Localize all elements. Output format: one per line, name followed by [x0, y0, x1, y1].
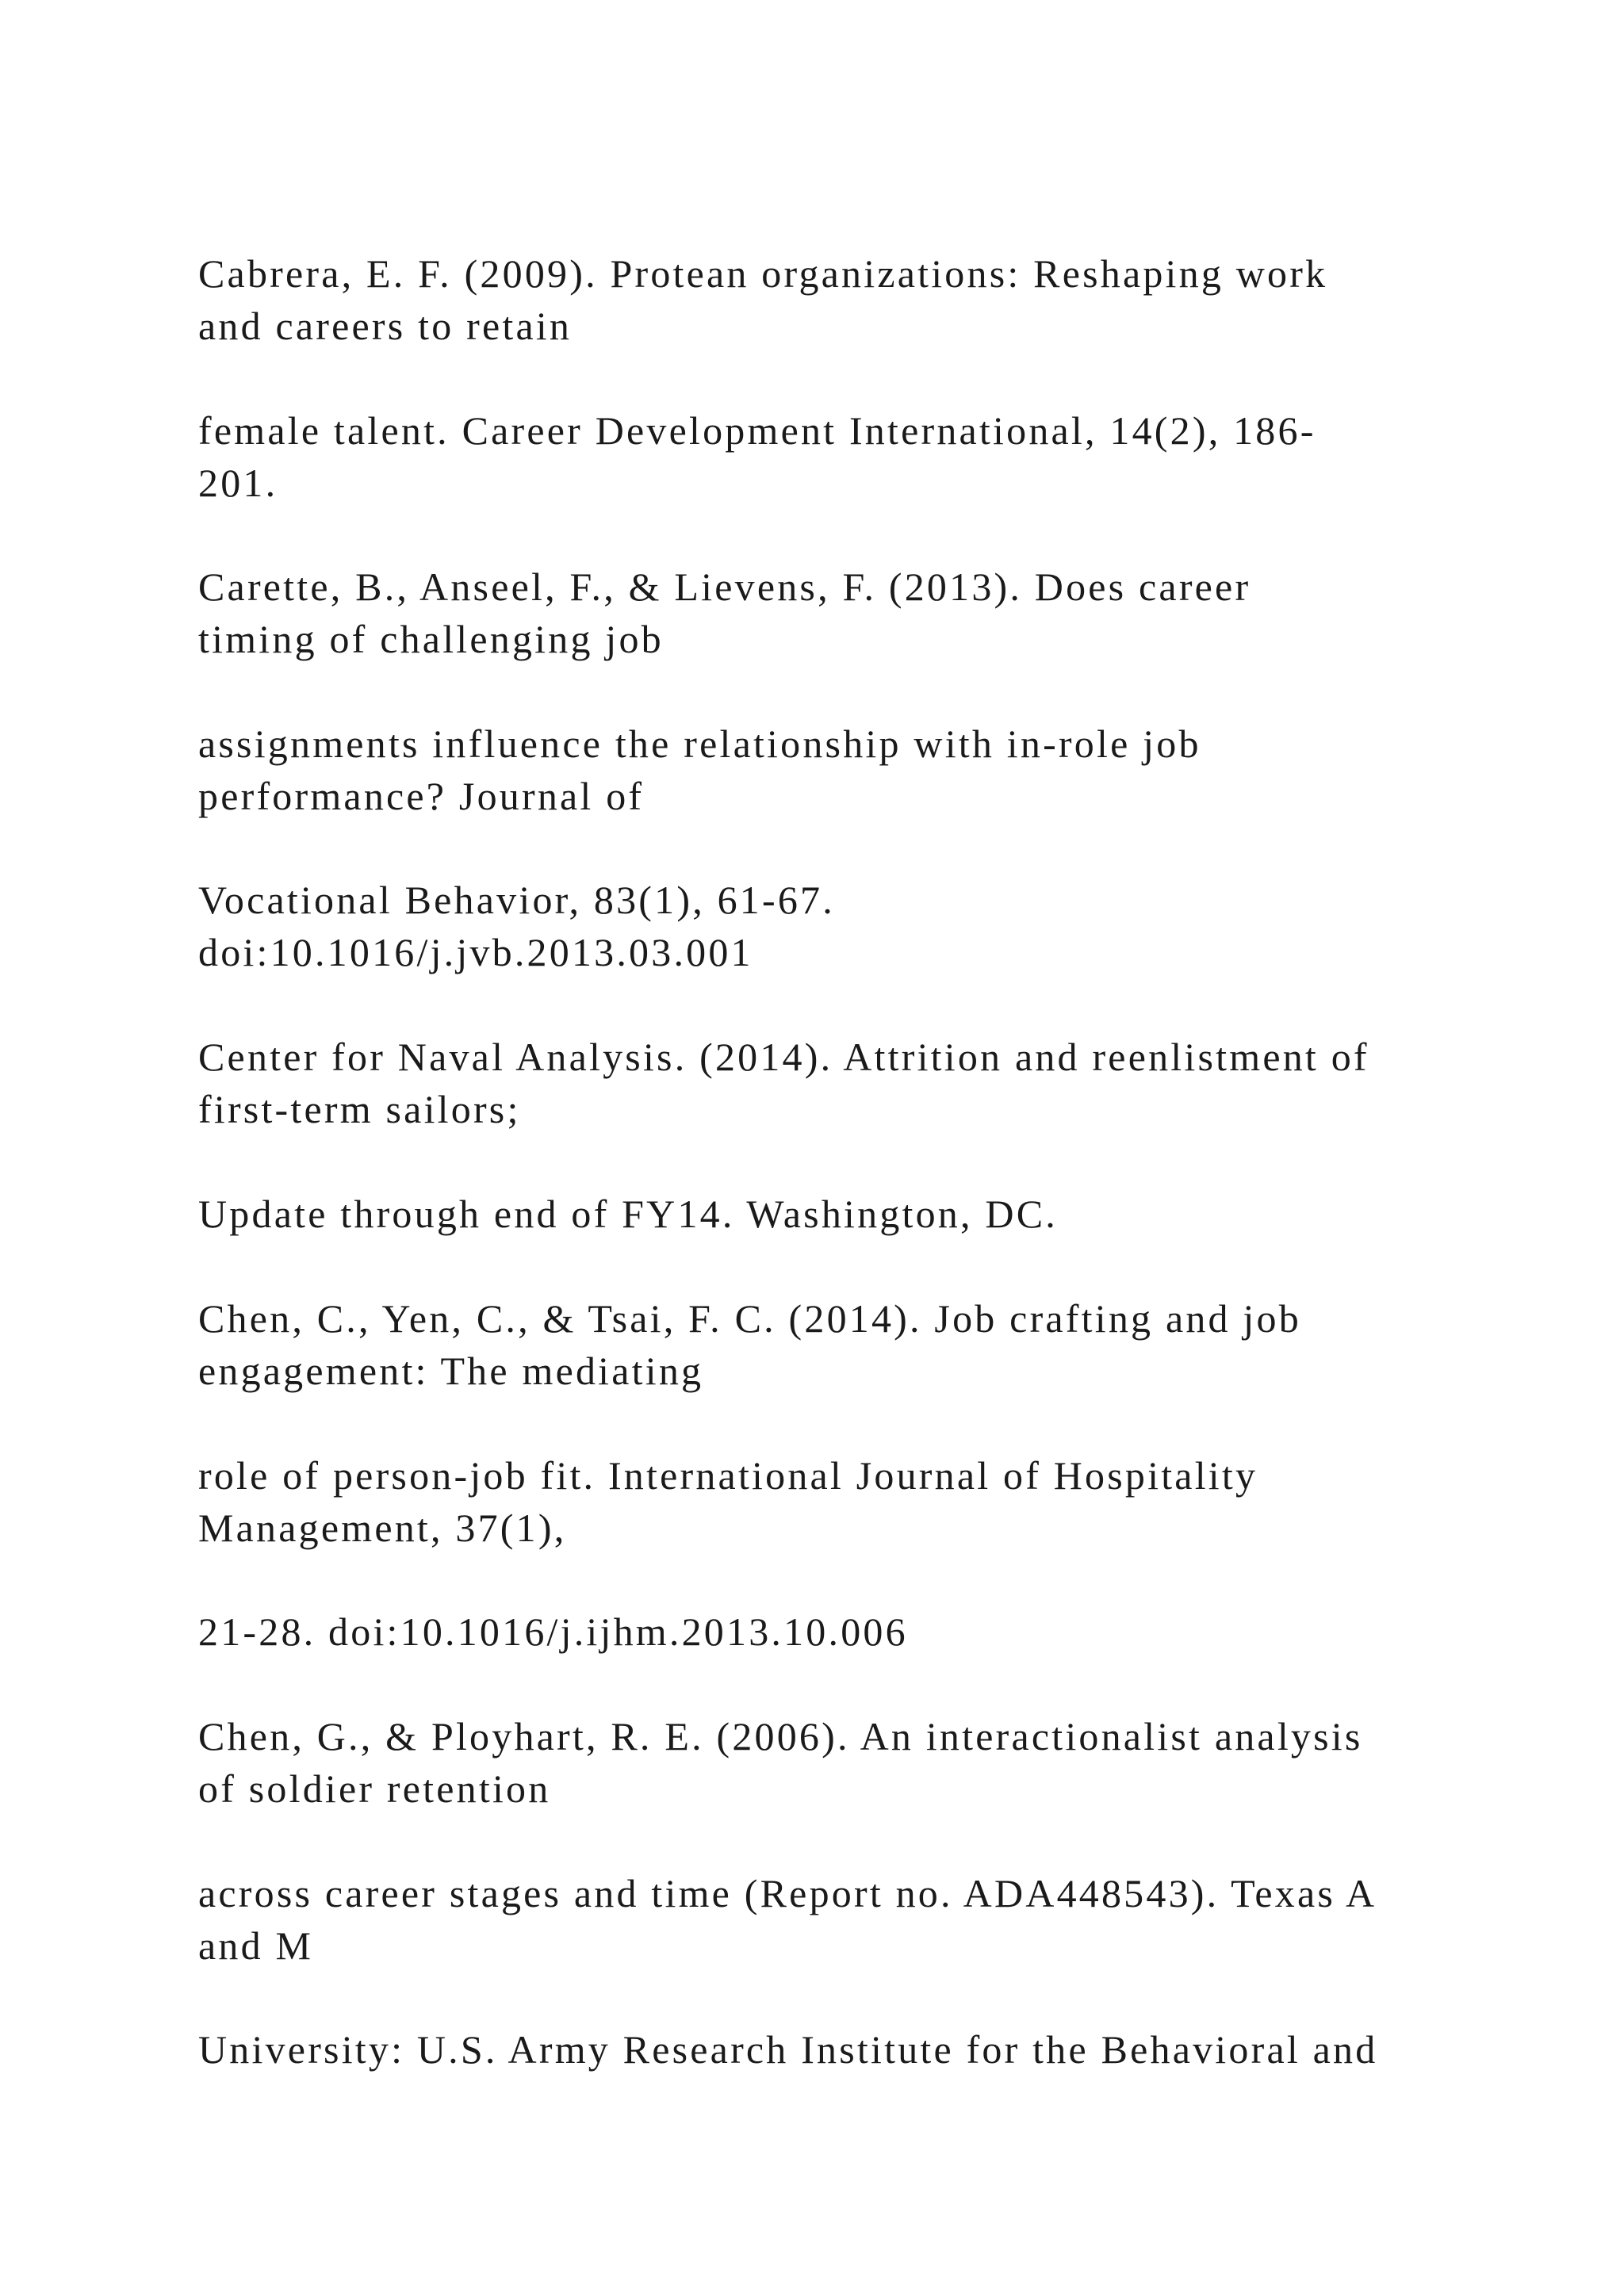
text-line: across career stages and time (Report no. ADA448543). Texas A: [198, 1871, 1377, 1915]
reference-paragraph: [198, 1188, 1467, 1240]
text-line: doi:10.1016/j.jvb.2013.03.001: [198, 930, 753, 974]
reference-paragraph: [198, 1031, 1467, 1135]
text-line: Vocational Behavior, 83(1), 61-67.: [198, 878, 835, 922]
reference-paragraph: [198, 1710, 1467, 1815]
text-line: 21-28. doi:10.1016/j.ijhm.2013.10.006: [198, 1609, 908, 1654]
reference-paragraph: [198, 247, 1467, 352]
text-line: engagement: The mediating: [198, 1349, 704, 1393]
reference-paragraph: [198, 874, 1467, 978]
text-line: female talent. Career Development International, 14(2), 186-: [198, 408, 1316, 453]
text-line: of soldier retention: [198, 1766, 551, 1811]
text-line: Center for Naval Analysis. (2014). Attrition and reenlistment of: [198, 1035, 1369, 1079]
text-line: Cabrera, E. F. (2009). Protean organizations: Reshaping work: [198, 251, 1328, 296]
text-line: University: U.S. Army Research Institute for the Behavioral and: [198, 2027, 1378, 2072]
reference-paragraph: [198, 404, 1467, 509]
text-line: timing of challenging job: [198, 617, 664, 661]
text-line: performance? Journal of: [198, 774, 645, 818]
reference-paragraph: [198, 2023, 1467, 2076]
reference-paragraph: [198, 561, 1467, 665]
reference-paragraph: [198, 1605, 1467, 1658]
text-line: Management, 37(1),: [198, 1506, 567, 1550]
text-line: and careers to retain: [198, 304, 573, 348]
text-line: Chen, C., Yen, C., & Tsai, F. C. (2014). Job crafting and job: [198, 1296, 1301, 1341]
text-line: 201.: [198, 461, 278, 505]
text-line: Chen, G., & Ployhart, R. E. (2006). An interactionalist analysis: [198, 1714, 1363, 1758]
text-line: and M: [198, 1923, 314, 1968]
reference-paragraph: [198, 718, 1467, 822]
reference-paragraph: [198, 1449, 1467, 1554]
text-line: Update through end of FY14. Washington, DC.: [198, 1192, 1058, 1236]
text-line: assignments influence the relationship with in-role job: [198, 721, 1201, 766]
text-line: role of person-job fit. International Journal of Hospitality: [198, 1453, 1258, 1498]
reference-paragraph: [198, 1292, 1467, 1397]
text-line: Carette, B., Anseel, F., & Lievens, F. (2013). Does career: [198, 564, 1251, 609]
reference-paragraph: [198, 1867, 1467, 1972]
text-line: first-term sailors;: [198, 1087, 521, 1131]
